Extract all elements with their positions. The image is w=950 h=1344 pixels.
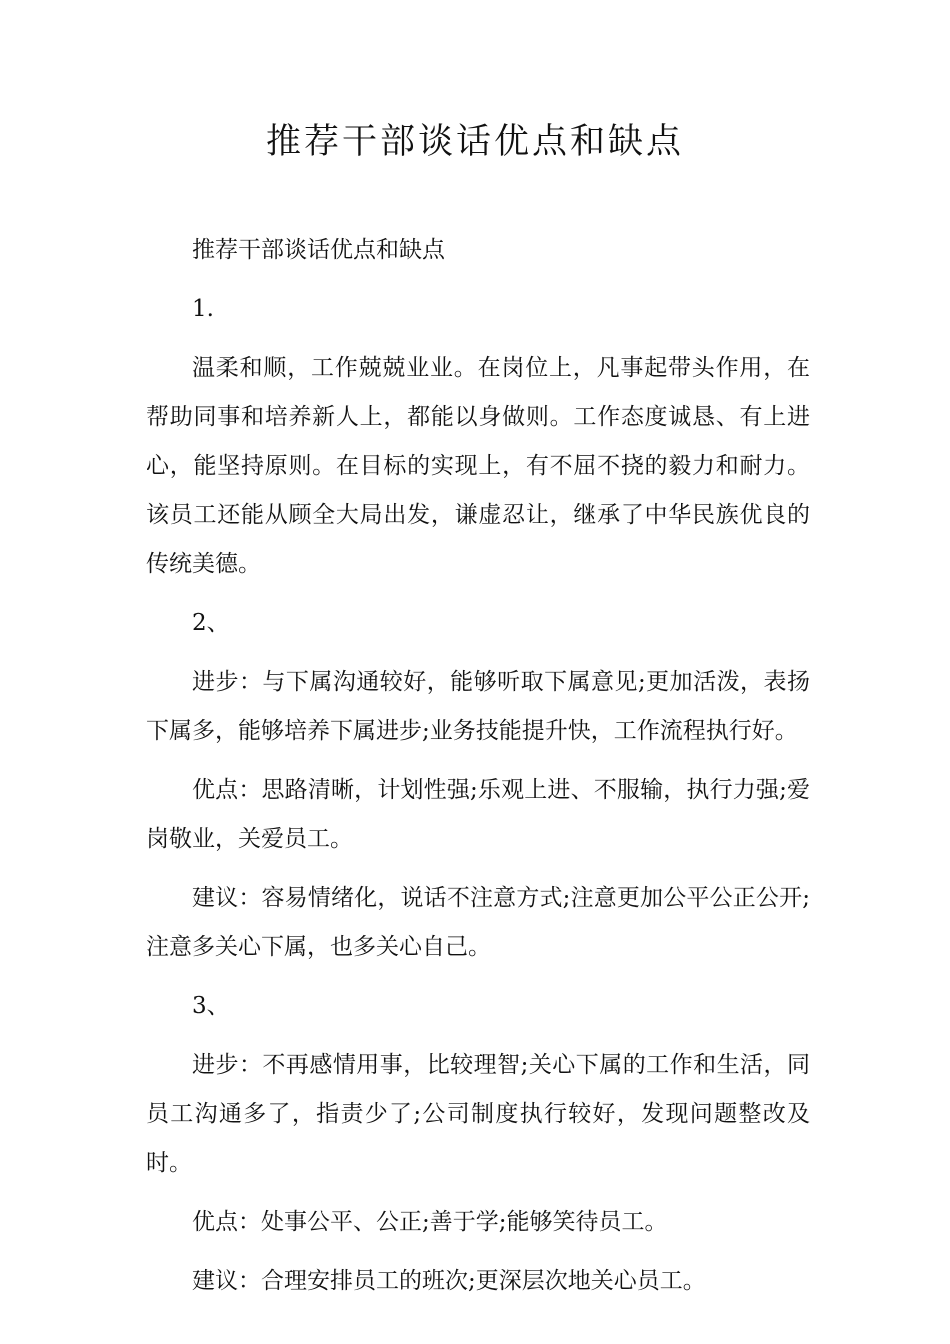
paragraph-number-3: 3、 xyxy=(192,993,230,1019)
paragraph-strengths-3: 优点：处事公平、公正;善于学;能够笑待员工。 xyxy=(192,1209,668,1235)
paragraph-suggestions-3: 建议：合理安排员工的班次;更深层次地关心员工。 xyxy=(192,1268,706,1294)
paragraph-progress-2: 进步：与下属沟通较好，能够听取下属意见;更加活泼，表扬下属多，能够培养下属进步;业务技能提升快，工作流程执行好。 xyxy=(146,669,810,744)
paragraph-section-1: 温柔和顺，工作兢兢业业。在岗位上，凡事起带头作用，在帮助同事和培养新人上，都能以身做则。工作态度诚恳、有上进心，能坚持原则。在目标的实现上，有不屈不挠的毅力和耐力。该员工还能从顾全大局出发，谦虚忍让，继承了中华民族优良的传统美德。 xyxy=(146,355,810,577)
paragraph-number-2: 2、 xyxy=(192,610,230,636)
paragraph-strengths-2: 优点：思路清晰，计划性强;乐观上进、不服输，执行力强;爱岗敬业，关爱员工。 xyxy=(146,777,810,852)
paragraph-number-1: 1. xyxy=(192,296,214,322)
document-title: 推荐干部谈话优点和缺点 xyxy=(265,122,684,162)
paragraph-subtitle: 推荐干部谈话优点和缺点 xyxy=(192,237,445,263)
document-body xyxy=(146,226,810,1316)
paragraph-progress-3: 进步：不再感情用事，比较理智;关心下属的工作和生活，同员工沟通多了，指责少了;公司制度执行较好，发现问题整改及时。 xyxy=(146,1052,810,1176)
paragraph-suggestions-2: 建议：容易情绪化，说话不注意方式;注意更加公平公正公开;注意多关心下属，也多关心自己。 xyxy=(146,885,810,960)
